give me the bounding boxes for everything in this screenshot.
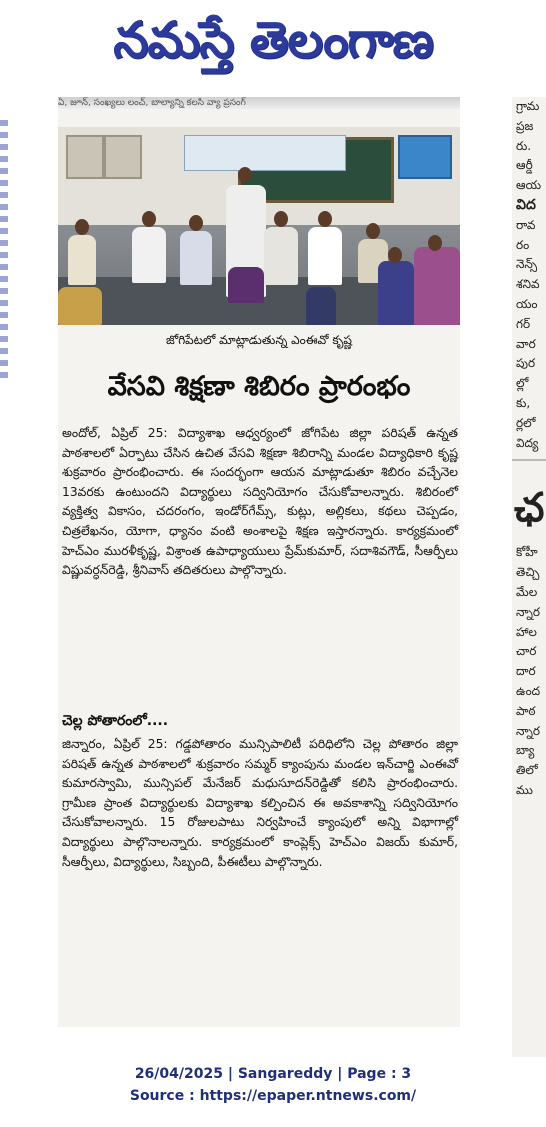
cut-text-line: ఏ, జూన్, సంఖ్యలు లంచ్‌, బాల్యాన్ని కలసి వ్యా ప్రసంగ్	[58, 97, 460, 109]
column-text-line: కు,	[516, 395, 531, 410]
adjacent-column-edge	[0, 120, 8, 380]
article-paragraph: అందోల్, ఏప్రిల్ 25: విద్యాశాఖ ఆధ్వర్యంలో జోగిపేట జిల్లా పరిషత్ ఉన్నత పాఠశాలలో ఏర్పాటు చేసిన ఉచిత వేసవి శిక్షణా శిబిరాన్ని మండల విద్యాధికారి కృష్ణ శుక్రవారం ప్రారంభించారు. ఈ సందర్భంగా ఆయన మాట్లాడుతూ శిబిరం వచ్చేనెల 13వరకు ఉంటుందని విద్యార్థులు సద్వినియోగం చేసుకోవాలన్నారు. శిబిరంలో వ్యక్తిత్వ వికాసం, చదరంగం, ఇండోర్‌గేమ్స్, కుట్లు, అల్లికలు, కథలు చెప్పడం, చిత్రలేఖనం, యోగా, ధ్యానం వంటి అంశాలపై శిక్షణ ఇస్తారన్నారు. కార్యక్రమంలో హెచ్‌ఎం మురళీకృష్ణ, విశ్రాంత ఉపాధ్యాయులు ప్రేమ్‌కుమార్, సదాశివగౌడ్, సీఆర్పీలు విష్ణువర్ధన్‌రెడ్డి, శ్రీనివాస్ తదితరులు పాల్గొన్నారు.	[62, 426, 458, 578]
column-text-line: రావ	[516, 217, 536, 232]
column-text-line: ల్లో	[516, 376, 529, 391]
column-text-line: విద్య	[516, 435, 539, 450]
column-text-line: ము	[516, 782, 533, 797]
column-text-line: హాల	[516, 624, 537, 639]
column-headline: ఛ	[514, 485, 545, 532]
article-headline: వేసవి శిక్షణా శిబిరం ప్రారంభం	[107, 371, 411, 402]
adjacent-article-column	[512, 97, 546, 1057]
column-text-line: యం	[516, 296, 538, 311]
column-text-line: ర్లలో	[516, 415, 536, 430]
column-text-line: రం	[516, 237, 530, 252]
column-text-line: చార	[516, 644, 537, 659]
newspaper-title: నమస్తే తెలంగాణ	[113, 10, 433, 69]
column-text-line: పుర	[516, 356, 536, 371]
source-url-line: Source : https://epaper.ntnews.com/	[129, 1088, 417, 1104]
news-article	[58, 97, 460, 1027]
column-text-line: ప్రజ	[516, 118, 534, 133]
column-text-line: న్నార	[516, 723, 540, 738]
column-text-line: న్నార	[516, 604, 540, 619]
column-text-line: రు.	[516, 138, 532, 153]
column-text-line: ఉంద	[516, 683, 541, 698]
article-subheading: చెల్ల పోతారంలో....	[62, 713, 169, 729]
column-text-line: దార	[516, 664, 536, 679]
column-text-line: తిలో	[516, 763, 538, 778]
column-text-line: వార	[516, 336, 536, 351]
edition-date-line: 26/04/2025 | Sangareddy | Page : 3	[134, 1066, 412, 1082]
column-text-line: గ్రామ	[516, 99, 540, 113]
column-text-line: పాఠ	[516, 703, 536, 718]
masthead	[0, 0, 546, 92]
article-paragraph: జిన్నారం, ఏప్రిల్ 25: గడ్డపోతారం మున్సిపాలిటీ పరిధిలోని చెల్ల పోతారం జిల్లా పరిషత్ ఉన్నత పాఠశాలలో శుక్రవారం సమ్మర్ క్యాంపును మండల ఇన్‌చార్జి ఎంఈవో కుమారస్వామి, మున్సిపల్ మేనేజర్ మధుసూదన్‌రెడ్డితో కలిసి ప్రారంభించారు. గ్రామీణ ప్రాంత విద్యార్థులకు విద్యాశాఖ కల్పించిన ఈ అవకాశాన్ని సద్వినియోగం చేసుకోవాలన్నారు. 15 రోజులపాటు నిర్వహించే క్యాంపులో అన్ని విభాగాల్లో విద్యార్థులు పాల్గొనాలన్నారు. కార్యక్రమంలో కాంప్లెక్స్ హెచ్‌ఎం విజయ్ కుమార్, సీఆర్పీలు, విద్యార్థులు, సిబ్బంది, పీఈటీలు పాల్గొన్నారు.	[62, 737, 458, 869]
column-text-line: నెన్స్	[516, 257, 538, 272]
article-photo	[58, 127, 460, 325]
column-text-line: బ్యా	[516, 743, 535, 758]
column-text-line: శనివ	[516, 277, 540, 292]
column-text-line: మేల	[516, 584, 538, 599]
column-divider	[512, 459, 546, 461]
column-text-line: తెచ్చి	[516, 565, 540, 580]
column-text-line: ఆర్డీ	[516, 158, 533, 173]
column-subheading: విద	[516, 196, 536, 213]
column-text-line: గర్	[516, 316, 531, 331]
column-text-line: ఆయ	[516, 178, 542, 193]
photo-caption: జోగిపేటలో మాట్లాడుతున్న ఎంఈవో కృష్ణ	[165, 333, 352, 347]
column-text-line: కోహీ	[516, 545, 538, 560]
